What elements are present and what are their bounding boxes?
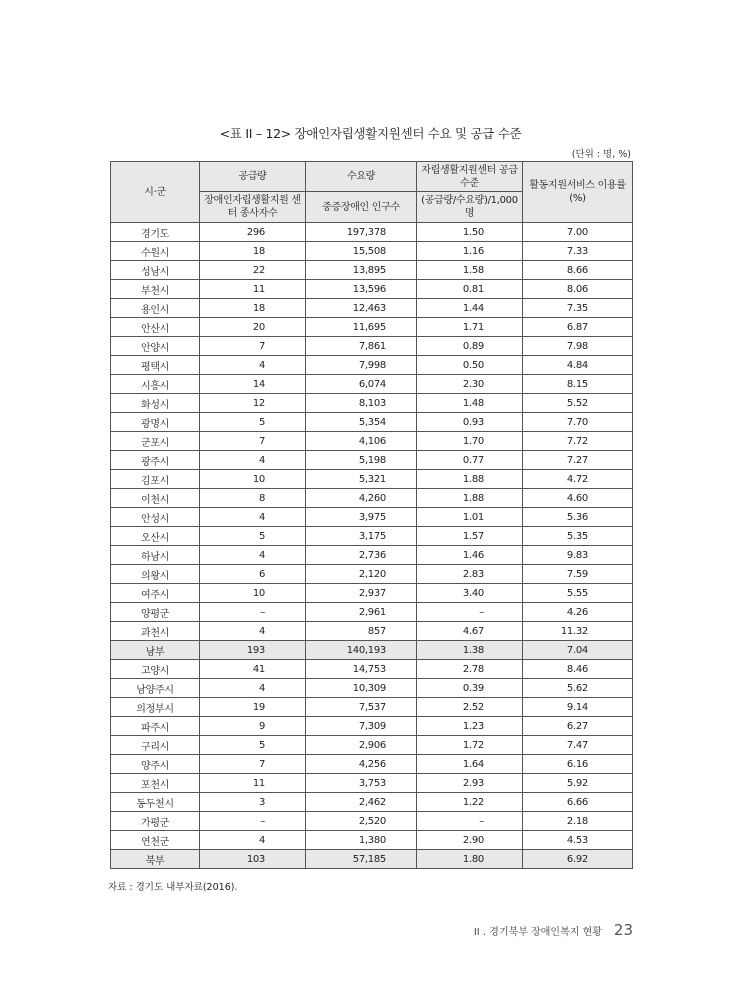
page-number: 23	[613, 921, 633, 939]
demand-cell: 5,321	[306, 470, 417, 489]
supply-cell: 5	[200, 413, 306, 432]
region-cell: 동두천시	[111, 793, 200, 812]
level-cell: 1.46	[417, 546, 523, 565]
header-demand: 수요량	[306, 162, 417, 192]
demand-cell: 7,537	[306, 698, 417, 717]
header-region: 시·군	[111, 162, 200, 223]
supply-cell: 4	[200, 622, 306, 641]
table-row	[111, 261, 633, 280]
supply-cell: 4	[200, 451, 306, 470]
region-cell: 안성시	[111, 508, 200, 527]
usage-cell: 7.27	[523, 451, 633, 470]
table-row	[111, 451, 633, 470]
usage-cell: 7.59	[523, 565, 633, 584]
region-cell: 양평군	[111, 603, 200, 622]
usage-cell: 5.36	[523, 508, 633, 527]
supply-cell: 18	[200, 242, 306, 261]
demand-cell: 3,175	[306, 527, 417, 546]
table-row	[111, 679, 633, 698]
level-cell: 1.38	[417, 641, 523, 660]
demand-cell: 197,378	[306, 223, 417, 242]
usage-cell: 6.27	[523, 717, 633, 736]
level-cell: 1.01	[417, 508, 523, 527]
level-cell: –	[417, 812, 523, 831]
region-cell: 과천시	[111, 622, 200, 641]
level-cell: 1.44	[417, 299, 523, 318]
region-cell: 가평군	[111, 812, 200, 831]
demand-cell: 1,380	[306, 831, 417, 850]
region-cell: 화성시	[111, 394, 200, 413]
usage-cell: 7.35	[523, 299, 633, 318]
usage-cell: 8.66	[523, 261, 633, 280]
region-cell: 안산시	[111, 318, 200, 337]
level-cell: 0.89	[417, 337, 523, 356]
page-footer	[474, 921, 633, 939]
usage-cell: 5.92	[523, 774, 633, 793]
supply-cell: 9	[200, 717, 306, 736]
supply-cell: 3	[200, 793, 306, 812]
level-cell: 0.77	[417, 451, 523, 470]
level-cell: 1.88	[417, 470, 523, 489]
level-cell: 1.71	[417, 318, 523, 337]
level-cell: 4.67	[417, 622, 523, 641]
region-cell: 이천시	[111, 489, 200, 508]
usage-cell: 6.87	[523, 318, 633, 337]
demand-cell: 857	[306, 622, 417, 641]
table-row	[111, 831, 633, 850]
supply-cell: –	[200, 603, 306, 622]
demand-cell: 6,074	[306, 375, 417, 394]
demand-cell: 4,260	[306, 489, 417, 508]
level-cell: 0.39	[417, 679, 523, 698]
demand-cell: 5,198	[306, 451, 417, 470]
table-row	[111, 356, 633, 375]
region-cell: 군포시	[111, 432, 200, 451]
supply-cell: 4	[200, 508, 306, 527]
demand-cell: 13,895	[306, 261, 417, 280]
level-cell: 1.64	[417, 755, 523, 774]
supply-cell: 19	[200, 698, 306, 717]
supply-cell: 4	[200, 679, 306, 698]
region-cell: 여주시	[111, 584, 200, 603]
table-row	[111, 413, 633, 432]
demand-cell: 10,309	[306, 679, 417, 698]
level-cell: 0.81	[417, 280, 523, 299]
usage-cell: 8.06	[523, 280, 633, 299]
level-cell: 1.57	[417, 527, 523, 546]
table-row	[111, 432, 633, 451]
demand-cell: 11,695	[306, 318, 417, 337]
demand-cell: 3,975	[306, 508, 417, 527]
supply-cell: 11	[200, 280, 306, 299]
demand-cell: 140,193	[306, 641, 417, 660]
region-cell: 북부	[111, 850, 200, 869]
demand-cell: 7,998	[306, 356, 417, 375]
supply-cell: 20	[200, 318, 306, 337]
supply-cell: 5	[200, 527, 306, 546]
supply-demand-table	[110, 161, 633, 869]
supply-cell: 10	[200, 584, 306, 603]
supply-cell: 7	[200, 337, 306, 356]
level-cell: 1.22	[417, 793, 523, 812]
usage-cell: 11.32	[523, 622, 633, 641]
table-row	[111, 603, 633, 622]
table-row	[111, 622, 633, 641]
supply-cell: 7	[200, 432, 306, 451]
usage-cell: 5.62	[523, 679, 633, 698]
table-row	[111, 337, 633, 356]
table-row	[111, 242, 633, 261]
usage-cell: 5.35	[523, 527, 633, 546]
header-level-sub: (공급량/수요량)/1,000명	[417, 192, 523, 223]
usage-cell: 7.70	[523, 413, 633, 432]
supply-cell: 41	[200, 660, 306, 679]
level-cell: 0.50	[417, 356, 523, 375]
region-cell: 광주시	[111, 451, 200, 470]
region-cell: 의정부시	[111, 698, 200, 717]
level-cell: 1.80	[417, 850, 523, 869]
level-cell: 1.88	[417, 489, 523, 508]
level-cell: 1.16	[417, 242, 523, 261]
region-cell: 남부	[111, 641, 200, 660]
table-row	[111, 755, 633, 774]
level-cell: 2.93	[417, 774, 523, 793]
usage-cell: 7.33	[523, 242, 633, 261]
usage-cell: 6.66	[523, 793, 633, 812]
usage-cell: 4.72	[523, 470, 633, 489]
table-row	[111, 793, 633, 812]
usage-cell: 4.84	[523, 356, 633, 375]
table-row	[111, 565, 633, 584]
region-cell: 하남시	[111, 546, 200, 565]
supply-cell: 22	[200, 261, 306, 280]
region-cell: 오산시	[111, 527, 200, 546]
usage-cell: 6.16	[523, 755, 633, 774]
level-cell: 3.40	[417, 584, 523, 603]
supply-cell: 193	[200, 641, 306, 660]
usage-cell: 8.46	[523, 660, 633, 679]
usage-cell: 6.92	[523, 850, 633, 869]
demand-cell: 4,256	[306, 755, 417, 774]
demand-cell: 13,596	[306, 280, 417, 299]
header-level: 자립생활지원센터 공급수준	[417, 162, 523, 192]
region-cell: 성남시	[111, 261, 200, 280]
supply-cell: 103	[200, 850, 306, 869]
region-cell: 평택시	[111, 356, 200, 375]
demand-cell: 15,508	[306, 242, 417, 261]
table-row	[111, 812, 633, 831]
level-cell: 1.72	[417, 736, 523, 755]
supply-cell: 6	[200, 565, 306, 584]
region-cell: 경기도	[111, 223, 200, 242]
region-cell: 구리시	[111, 736, 200, 755]
demand-cell: 2,937	[306, 584, 417, 603]
demand-cell: 12,463	[306, 299, 417, 318]
demand-cell: 7,309	[306, 717, 417, 736]
unit-label: (단위 : 명, %)	[571, 149, 631, 160]
header-supply: 공급량	[200, 162, 306, 192]
demand-cell: 2,906	[306, 736, 417, 755]
region-cell: 용인시	[111, 299, 200, 318]
table-row	[111, 774, 633, 793]
usage-cell: 7.47	[523, 736, 633, 755]
table-row	[111, 717, 633, 736]
supply-cell: 4	[200, 831, 306, 850]
demand-cell: 4,106	[306, 432, 417, 451]
table-body	[111, 223, 633, 869]
usage-cell: 7.98	[523, 337, 633, 356]
demand-cell: 8,103	[306, 394, 417, 413]
region-cell: 의왕시	[111, 565, 200, 584]
level-cell: 2.90	[417, 831, 523, 850]
supply-cell: 296	[200, 223, 306, 242]
table-row	[111, 660, 633, 679]
table-row	[111, 584, 633, 603]
supply-cell: 12	[200, 394, 306, 413]
level-cell: 1.23	[417, 717, 523, 736]
demand-cell: 5,354	[306, 413, 417, 432]
usage-cell: 7.72	[523, 432, 633, 451]
usage-cell: 9.14	[523, 698, 633, 717]
supply-cell: 5	[200, 736, 306, 755]
usage-cell: 5.55	[523, 584, 633, 603]
demand-cell: 57,185	[306, 850, 417, 869]
usage-cell: 4.53	[523, 831, 633, 850]
table-row	[111, 394, 633, 413]
level-cell: 2.78	[417, 660, 523, 679]
region-cell: 안양시	[111, 337, 200, 356]
demand-cell: 2,462	[306, 793, 417, 812]
supply-cell: 4	[200, 356, 306, 375]
usage-cell: 5.52	[523, 394, 633, 413]
level-cell: 0.93	[417, 413, 523, 432]
demand-cell: 2,961	[306, 603, 417, 622]
level-cell: 1.58	[417, 261, 523, 280]
supply-cell: 7	[200, 755, 306, 774]
level-cell: 1.70	[417, 432, 523, 451]
region-cell: 광명시	[111, 413, 200, 432]
table-row	[111, 489, 633, 508]
region-cell: 파주시	[111, 717, 200, 736]
footer-section: II . 경기북부 장애인복지 현황	[473, 927, 602, 938]
usage-cell: 8.15	[523, 375, 633, 394]
demand-cell: 2,120	[306, 565, 417, 584]
source-note: 자료 : 경기도 내부자료(2016).	[108, 882, 238, 893]
usage-cell: 7.04	[523, 641, 633, 660]
demand-cell: 14,753	[306, 660, 417, 679]
header-usage: 활동지원서비스 이용률 (%)	[523, 162, 633, 223]
subtotal-row	[111, 641, 633, 660]
supply-cell: 10	[200, 470, 306, 489]
supply-cell: 14	[200, 375, 306, 394]
usage-cell: 9.83	[523, 546, 633, 565]
table-row	[111, 299, 633, 318]
region-cell: 연천군	[111, 831, 200, 850]
demand-cell: 3,753	[306, 774, 417, 793]
table-title: <표 II – 12> 장애인자립생활지원센터 수요 및 공급 수준	[219, 126, 522, 141]
table-row	[111, 736, 633, 755]
demand-cell: 2,736	[306, 546, 417, 565]
supply-cell: 8	[200, 489, 306, 508]
usage-cell: 2.18	[523, 812, 633, 831]
region-cell: 부천시	[111, 280, 200, 299]
header-supply-sub: 장애인자립생활지원 센터 종사자수	[200, 192, 306, 223]
table-row	[111, 223, 633, 242]
supply-cell: 4	[200, 546, 306, 565]
table-row	[111, 698, 633, 717]
supply-cell: 18	[200, 299, 306, 318]
usage-cell: 4.60	[523, 489, 633, 508]
table-row	[111, 508, 633, 527]
level-cell: 2.52	[417, 698, 523, 717]
table-row	[111, 546, 633, 565]
table-row	[111, 318, 633, 337]
subtotal-row	[111, 850, 633, 869]
demand-cell: 7,861	[306, 337, 417, 356]
usage-cell: 7.00	[523, 223, 633, 242]
table-row	[111, 527, 633, 546]
table-row	[111, 470, 633, 489]
region-cell: 수원시	[111, 242, 200, 261]
level-cell: –	[417, 603, 523, 622]
header-demand-sub: 중증장애인 인구수	[306, 192, 417, 223]
region-cell: 포천시	[111, 774, 200, 793]
table-row	[111, 280, 633, 299]
region-cell: 시흥시	[111, 375, 200, 394]
region-cell: 양주시	[111, 755, 200, 774]
demand-cell: 2,520	[306, 812, 417, 831]
level-cell: 1.48	[417, 394, 523, 413]
region-cell: 남양주시	[111, 679, 200, 698]
level-cell: 1.50	[417, 223, 523, 242]
region-cell: 고양시	[111, 660, 200, 679]
region-cell: 김포시	[111, 470, 200, 489]
usage-cell: 4.26	[523, 603, 633, 622]
level-cell: 2.30	[417, 375, 523, 394]
table-row	[111, 375, 633, 394]
level-cell: 2.83	[417, 565, 523, 584]
supply-cell: –	[200, 812, 306, 831]
supply-cell: 11	[200, 774, 306, 793]
